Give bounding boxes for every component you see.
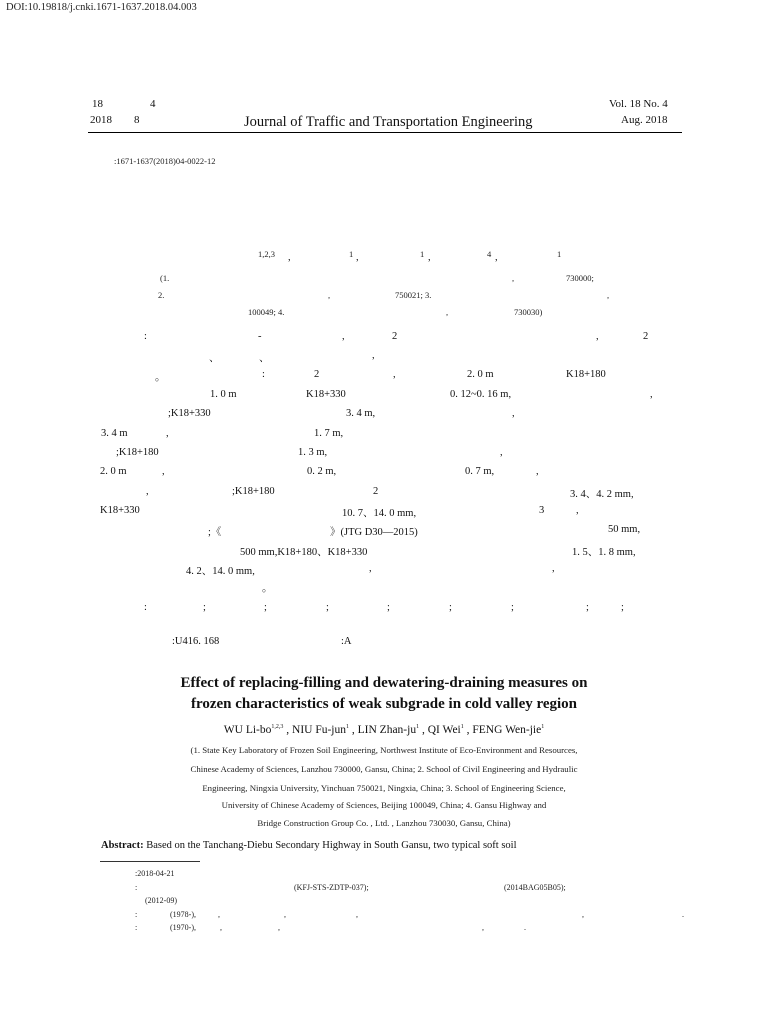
abstract-fragment: 》(JTG D30—2015) bbox=[330, 527, 418, 538]
abstract-fragment: 、 bbox=[209, 353, 220, 364]
abstract-fragment: 。 bbox=[155, 372, 166, 383]
affil-text: 2. bbox=[158, 290, 165, 300]
author-sep: , bbox=[463, 724, 473, 736]
abstract-fragment: , bbox=[166, 428, 169, 439]
abstract-fragment: 3 bbox=[539, 505, 545, 516]
affil-text: , bbox=[446, 307, 449, 317]
affil-text: , bbox=[328, 290, 331, 300]
author-sup: 1 bbox=[460, 724, 464, 731]
abstract-fragment: , bbox=[393, 369, 396, 380]
affil-line: Engineering, Ningxia University, Yinchuan 750021, Ningxia, China; 3. School of Engineering Science, bbox=[202, 783, 566, 793]
abstract-fragment: - bbox=[258, 331, 262, 342]
abstract-fragment: , bbox=[342, 331, 345, 342]
journal-title: Journal of Traffic and Transportation Engineering bbox=[244, 114, 533, 130]
clc-number: :U416. 168 bbox=[172, 636, 220, 647]
cn-author-sep: , bbox=[288, 252, 291, 263]
abstract-fragment: 0. 2 m, bbox=[307, 466, 337, 477]
author-name: QI Wei bbox=[427, 724, 461, 736]
abstract-fragment: 。 bbox=[262, 583, 273, 594]
abstract-fragment: , bbox=[536, 466, 539, 477]
author-sep: , bbox=[283, 724, 293, 736]
keyword-separator: ; bbox=[387, 602, 390, 613]
keyword-separator: ; bbox=[203, 602, 206, 613]
volume-cn: 18 bbox=[92, 98, 103, 110]
abstract-fragment: 3. 4 m bbox=[101, 428, 128, 439]
author-note: . bbox=[524, 923, 526, 932]
abstract-fragment: 2. 0 m bbox=[467, 369, 494, 380]
abstract-fragment: , bbox=[512, 408, 515, 419]
cn-author-sup: 1 bbox=[349, 249, 354, 259]
abstract-fragment: K18+180 bbox=[566, 369, 606, 380]
abstract-text: Based on the Tanchang-Diebu Secondary Highway in South Gansu, two typical soft soil bbox=[143, 840, 517, 851]
cn-author-sup: 1 bbox=[557, 249, 562, 259]
abstract-fragment: 3. 4 m, bbox=[346, 408, 376, 419]
author-sup: 1 bbox=[541, 724, 545, 731]
abstract-fragment: , bbox=[372, 350, 375, 361]
fund-item: (2012-09) bbox=[145, 896, 177, 905]
keyword-separator: ; bbox=[621, 602, 624, 613]
author-sep: , bbox=[349, 724, 358, 736]
fund-label: : bbox=[135, 883, 138, 892]
header-rule bbox=[88, 132, 682, 133]
issue-cn: 4 bbox=[150, 98, 156, 110]
author-note: , bbox=[284, 910, 286, 919]
author-note: . bbox=[682, 910, 684, 919]
volume-en: Vol. 18 No. 4 bbox=[609, 98, 668, 110]
fund-item: (KFJ-STS-ZDTP-037); bbox=[294, 883, 369, 892]
abstract-fragment: 2 bbox=[314, 369, 320, 380]
received-date: :2018-04-21 bbox=[135, 869, 175, 878]
abstract-fragment: ;《 bbox=[208, 527, 222, 538]
abstract-fragment: K18+330 bbox=[306, 389, 346, 400]
date-en: Aug. 2018 bbox=[621, 114, 668, 126]
affil-text: 750021; 3. bbox=[395, 290, 432, 300]
abstract-fragment: 1. 0 m bbox=[210, 389, 237, 400]
affil-text: 730000; bbox=[566, 273, 594, 283]
author-sep: , bbox=[419, 724, 428, 736]
abstract-fragment: 2 bbox=[392, 331, 398, 342]
english-abstract bbox=[101, 840, 517, 851]
cn-author-sup: 1,2,3 bbox=[258, 249, 275, 259]
keyword-separator: ; bbox=[326, 602, 329, 613]
abstract-fragment: 2 bbox=[643, 331, 649, 342]
abstract-fragment: , bbox=[552, 563, 555, 574]
footnote-rule bbox=[100, 861, 200, 862]
abstract-fragment: : bbox=[262, 369, 265, 380]
cn-author-sep: , bbox=[495, 252, 498, 263]
author-sup: 1 bbox=[416, 724, 420, 731]
abstract-fragment: K18+330 bbox=[100, 505, 140, 516]
english-authors bbox=[0, 724, 768, 736]
author-note: , bbox=[582, 910, 584, 919]
author-name: FENG Wen-jie bbox=[472, 724, 542, 736]
abstract-fragment: , bbox=[162, 466, 165, 477]
abstract-fragment: 50 mm, bbox=[608, 524, 641, 535]
author-note: , bbox=[220, 923, 222, 932]
author-note: (1978-), bbox=[170, 910, 196, 919]
abstract-fragment: 4. 2、14. 0 mm, bbox=[186, 566, 255, 577]
author-note: , bbox=[218, 910, 220, 919]
abstract-fragment: 1. 7 m, bbox=[314, 428, 344, 439]
cn-author-sup: 4 bbox=[487, 249, 492, 259]
abstract-fragment: 2. 0 m bbox=[100, 466, 127, 477]
year-cn: 2018 bbox=[90, 114, 112, 126]
abstract-fragment: 、 bbox=[259, 353, 270, 364]
author-note: : bbox=[135, 923, 138, 932]
document-code: :A bbox=[341, 636, 352, 647]
affil-text: , bbox=[512, 273, 515, 283]
affil-line: University of Chinese Academy of Sciences, Beijing 100049, China; 4. Gansu Highway and bbox=[221, 800, 547, 810]
abstract-fragment: , bbox=[576, 505, 579, 516]
abstract-fragment: ;K18+330 bbox=[168, 408, 211, 419]
affil-text: 100049; 4. bbox=[248, 307, 285, 317]
article-number: :1671-1637(2018)04-0022-12 bbox=[114, 156, 216, 166]
abstract-fragment: ;K18+180 bbox=[232, 486, 275, 497]
author-note: , bbox=[278, 923, 280, 932]
abstract-fragment: 3. 4、4. 2 mm, bbox=[570, 489, 634, 500]
affil-text: 730030) bbox=[514, 307, 543, 317]
abstract-fragment: 1. 5、1. 8 mm, bbox=[572, 547, 636, 558]
affil-text: (1. bbox=[160, 273, 170, 283]
abstract-label: Abstract: bbox=[101, 840, 144, 851]
abstract-fragment: : bbox=[144, 331, 147, 342]
keyword-separator: : bbox=[144, 602, 147, 613]
fund-item: (2014BAG05B05); bbox=[504, 883, 566, 892]
abstract-fragment: 0. 7 m, bbox=[465, 466, 495, 477]
abstract-fragment: , bbox=[146, 486, 149, 497]
cn-author-sup: 1 bbox=[420, 249, 425, 259]
english-title-line-1: Effect of replacing-filling and dewatering-draining measures on bbox=[180, 675, 588, 691]
doi-line: DOI:10.19818/j.cnki.1671-1637.2018.04.003 bbox=[6, 2, 197, 13]
abstract-fragment: 10. 7、14. 0 mm, bbox=[342, 508, 417, 519]
author-name: NIU Fu-jun bbox=[292, 724, 347, 736]
affil-line: Chinese Academy of Sciences, Lanzhou 730000, Gansu, China; 2. School of Civil Engineering and Hydraulic bbox=[190, 764, 578, 774]
abstract-fragment: ;K18+180 bbox=[116, 447, 159, 458]
cn-author-sep: , bbox=[356, 252, 359, 263]
abstract-fragment: , bbox=[596, 331, 599, 342]
author-name: WU Li-bo bbox=[223, 724, 272, 736]
author-sup: 1,2,3 bbox=[271, 724, 284, 731]
author-note: , bbox=[482, 923, 484, 932]
abstract-fragment: , bbox=[650, 389, 653, 400]
author-name: LIN Zhan-ju bbox=[357, 724, 417, 736]
abstract-fragment: 2 bbox=[373, 486, 379, 497]
cn-author-sep: , bbox=[428, 252, 431, 263]
author-note: : bbox=[135, 910, 138, 919]
abstract-fragment: , bbox=[500, 447, 503, 458]
keyword-separator: ; bbox=[511, 602, 514, 613]
abstract-fragment: 500 mm,K18+180、K18+330 bbox=[240, 547, 368, 558]
affil-text: , bbox=[607, 290, 610, 300]
keyword-separator: ; bbox=[449, 602, 452, 613]
author-note: (1970-), bbox=[170, 923, 196, 932]
abstract-fragment: 0. 12~0. 16 m, bbox=[450, 389, 512, 400]
english-title-line-2: frozen characteristics of weak subgrade in cold valley region bbox=[190, 696, 578, 712]
author-sup: 1 bbox=[346, 724, 350, 731]
author-note: , bbox=[356, 910, 358, 919]
abstract-fragment: , bbox=[369, 563, 372, 574]
keyword-separator: ; bbox=[586, 602, 589, 613]
month-cn: 8 bbox=[134, 114, 140, 126]
affil-line: Bridge Construction Group Co. , Ltd. , Lanzhou 730030, Gansu, China) bbox=[257, 818, 511, 828]
keyword-separator: ; bbox=[264, 602, 267, 613]
affil-line: (1. State Key Laboratory of Frozen Soil Engineering, Northwest Institute of Eco-Environment and Resources, bbox=[190, 745, 578, 755]
abstract-fragment: 1. 3 m, bbox=[298, 447, 328, 458]
